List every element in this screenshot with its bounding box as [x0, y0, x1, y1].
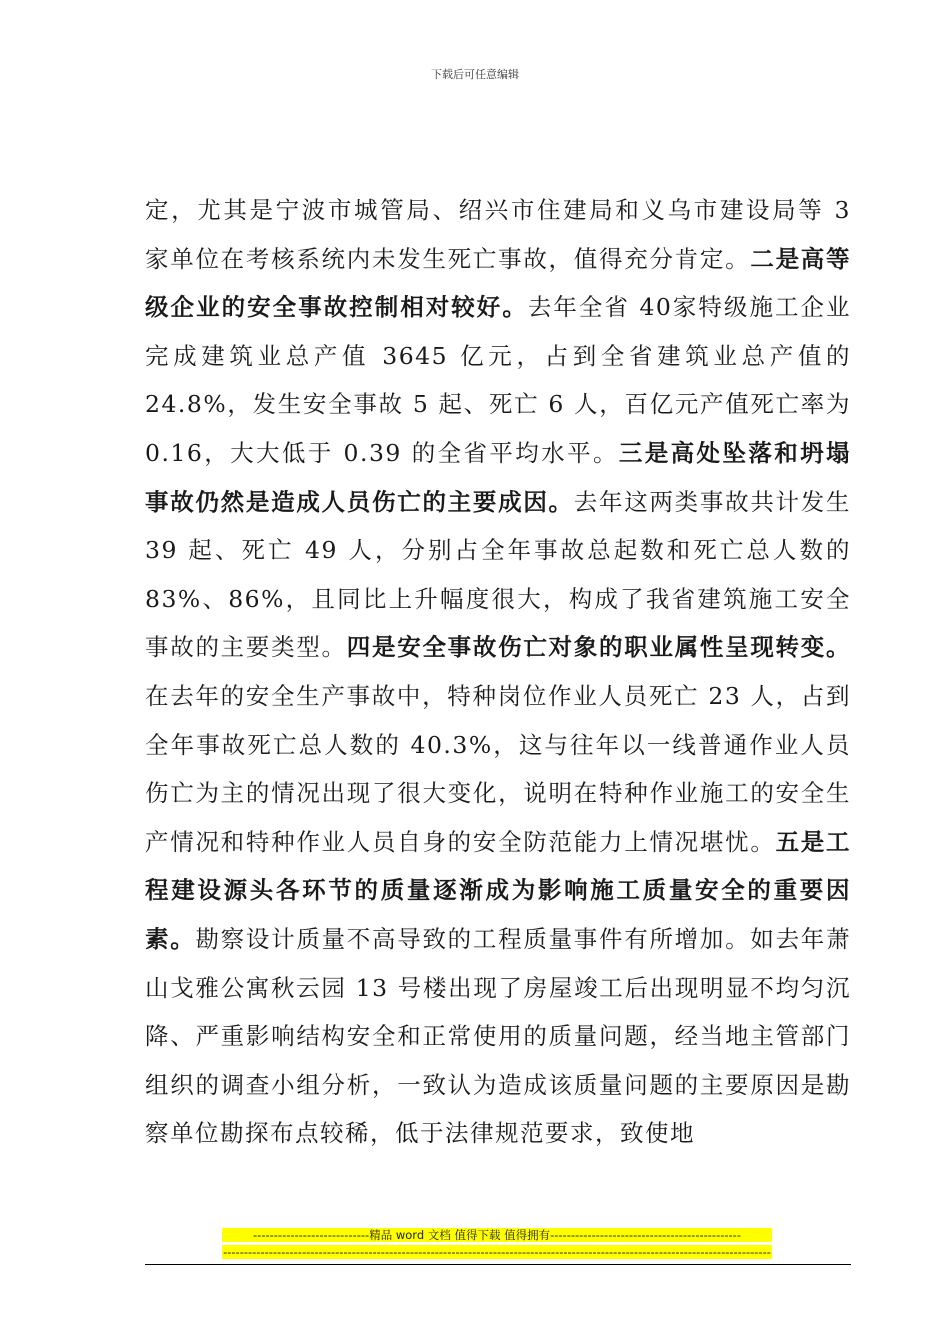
footer-rule — [145, 1264, 851, 1265]
footer-line-2: ------------------------------------------------------------------------------------------------------------------------------------ — [223, 1245, 771, 1259]
text-segment: 勘察设计质量不高导致的工程质量事件有所增加。如去年萧山戈雅公寓秋云园 13 号楼出现了房屋竣工后出现明显不均匀沉降、严重影响结构安全和正常使用的质量问题，经当地主管部门组织的调查小组分析，一致认为造成该质量问题的主要原因是勘察单位勘探布点较稀，低于法律规范要求，致使地 — [145, 924, 852, 1148]
text-segment: 定，尤其是宁波市城管局、绍兴市住建局和义乌市建设局等 3 家单位在考核系统内未发生死亡事故，值得充分肯定。 — [145, 196, 851, 273]
footer-banner — [222, 1228, 772, 1262]
bold-heading-2: 二是高等级企业的安全事故控制相对较好。 — [145, 244, 852, 322]
text-segment: 去年全省 40家特级施工企业完成建筑业总产值 3645 亿元，占到全省建筑业总产值的 24.8%，发生安全事故 5 起、死亡 6 人，百亿元产值死亡率为 0.16，大大低于 0.39 的全省平均水平。 — [145, 293, 852, 467]
text-segment: 在去年的安全生产事故中，特种岗位作业人员死亡 23 人，占到全年事故死亡总人数的 40.3%，这与往年以一线普通作业人员伤亡为主的情况出现了很大变化，说明在特种作业施工的安全生产情况和特种作业人员自身的安全防范能力上情况堪忧。 — [145, 681, 851, 856]
text-segment: 去年这两类事故共计发生 39 起、死亡 49 人，分别占全年事故总起数和死亡总人数的 83%、86%，且同比上升幅度很大，构成了我省建筑施工安全事故的主要类型。 — [145, 487, 852, 662]
footer-line-1: ----------------------------精品 word 文档 值得下载 值得拥有---------------------------------------------- — [222, 1228, 772, 1242]
page-header: 下载后可任意编辑 — [431, 68, 519, 81]
body-paragraph — [145, 186, 851, 1158]
bold-heading-3: 三是高处坠落和坍塌事故仍然是造成人员伤亡的主要成因。 — [145, 438, 851, 516]
bold-heading-5: 五是工程建设源头各环节的质量逐渐成为影响施工质量安全的重要因素。 — [145, 827, 852, 953]
bold-heading-4: 四是安全事故伤亡对象的职业属性呈现转变。 — [346, 633, 852, 662]
